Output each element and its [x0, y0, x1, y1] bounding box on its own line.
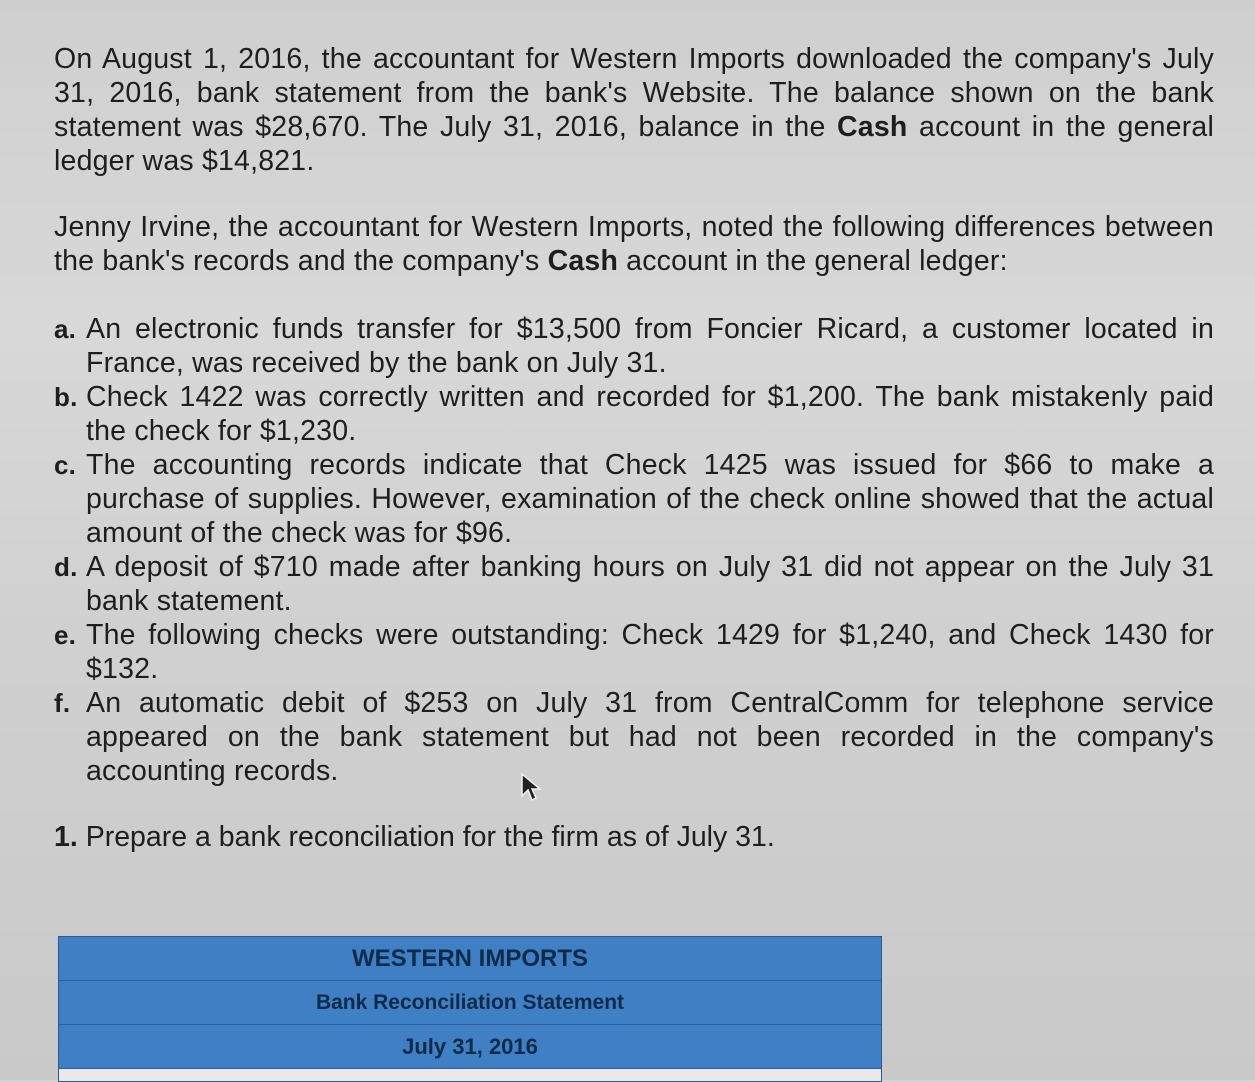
list-item-a [54, 312, 1214, 380]
table-first-row[interactable] [59, 1069, 881, 1081]
item-marker: d. [54, 552, 78, 582]
intro-paragraph-2: Jenny Irvine, the accountant for Western Imports, noted the following differences between the bank's records and the company's Cash account in the general ledger: [54, 211, 1214, 277]
item-marker: a. [54, 314, 77, 344]
item-marker: e. [54, 620, 77, 650]
differences-list [54, 312, 1214, 788]
mouse-pointer-icon [520, 772, 542, 802]
list-item-b [54, 380, 1214, 448]
list-item-d [54, 550, 1214, 618]
item-text: An automatic debit of $253 on July 31 from CentralComm for telephone service appeared on the bank statement but had not been recorded in the company's accounting records. [86, 687, 1214, 787]
item-text: An electronic funds transfer for $13,500 from Foncier Ricard, a customer located in France, was received by the bank on July 31. [86, 313, 1214, 379]
question-text: Prepare a bank reconciliation for the firm as of July 31. [85, 821, 775, 853]
reconciliation-table [58, 936, 882, 1082]
cash-bold-2: Cash [547, 245, 619, 277]
statement-date-header: July 31, 2016 [59, 1025, 881, 1069]
intro-paragraph-1: On August 1, 2016, the accountant for Western Imports downloaded the company's July 31, 2016, bank statement from the bank's Website. The balance shown on the bank statement was $28,670. The July 31, 2016, balance in the Cash account in the general ledger was $14,821. [54, 43, 1215, 177]
item-text: The accounting records indicate that Check 1425 was issued for $66 to make a purchase of supplies. However, examination of the check online showed that the actual amount of the check was for $96. [86, 449, 1214, 549]
list-item-e [54, 618, 1214, 686]
question-prompt [54, 820, 775, 854]
item-marker: b. [54, 382, 78, 412]
item-text: Check 1422 was correctly written and recorded for $1,200. The bank mistakenly paid the check for $1,230. [86, 381, 1214, 447]
company-name-header: WESTERN IMPORTS [59, 937, 881, 981]
item-marker: f. [54, 688, 71, 718]
item-text: A deposit of $710 made after banking hours on July 31 did not appear on the July 31 bank statement. [86, 551, 1214, 617]
list-item-c [54, 448, 1214, 550]
list-item-f [54, 686, 1214, 788]
statement-title-header: Bank Reconciliation Statement [59, 981, 881, 1025]
cash-bold-1: Cash [837, 111, 908, 143]
item-marker: c. [54, 450, 77, 480]
question-number: 1. [54, 821, 78, 853]
item-text: The following checks were outstanding: Check 1429 for $1,240, and Check 1430 for $132. [86, 619, 1214, 685]
